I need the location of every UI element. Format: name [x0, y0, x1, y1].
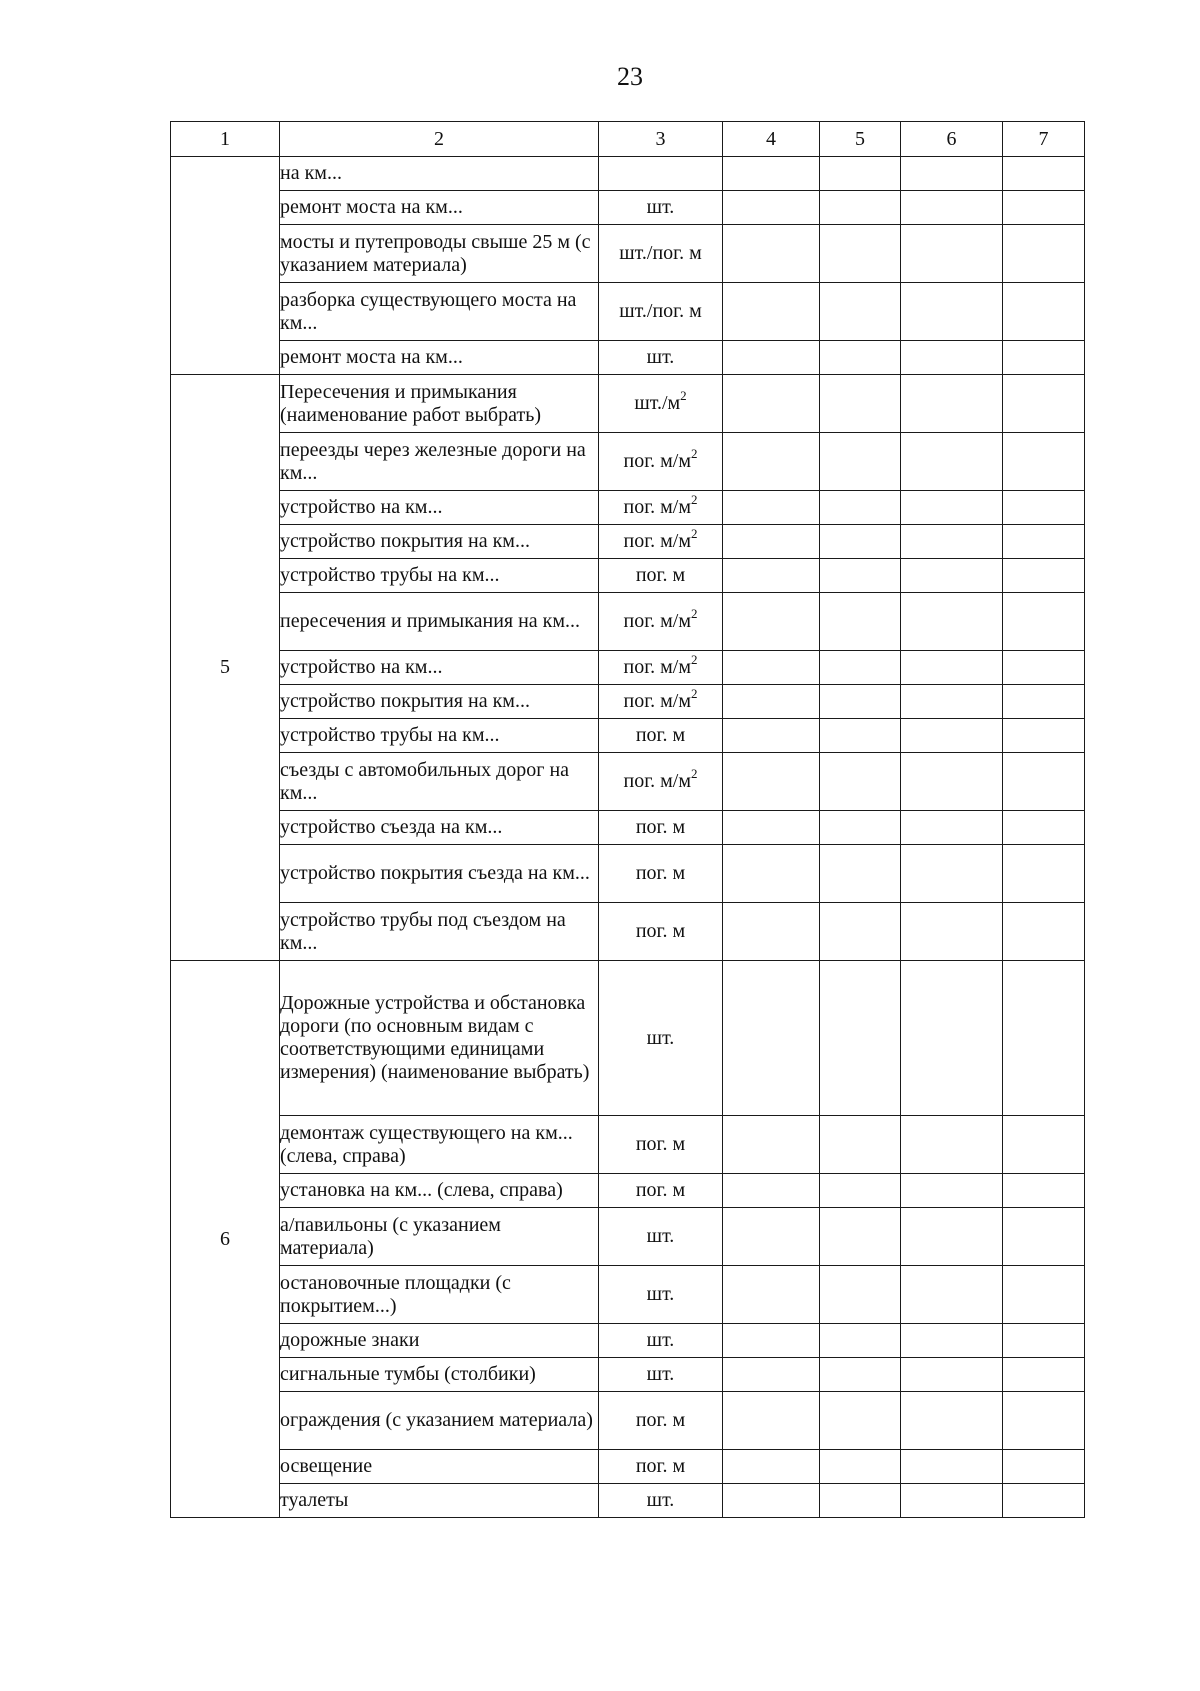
empty-cell-col-5: [820, 525, 901, 559]
unit-superscript: 2: [691, 526, 698, 541]
empty-cell-col-5: [820, 375, 901, 433]
table-row: [171, 225, 1085, 283]
unit-text: пог. м: [635, 1179, 686, 1201]
empty-cell-col-5: [820, 903, 901, 961]
unit-cell: [599, 1392, 723, 1450]
unit-text: пог. м/м: [623, 496, 692, 518]
empty-cell-col-7: [1003, 491, 1085, 525]
empty-cell-col-6: [901, 491, 1003, 525]
work-name-cell: устройство трубы под съездом на км...: [280, 903, 599, 961]
empty-cell-col-5: [820, 1174, 901, 1208]
work-name-cell: Пересечения и примыкания (наименование работ выбрать): [280, 375, 599, 433]
empty-cell-col-6: [901, 593, 1003, 651]
unit-text: пог. м/м: [623, 610, 692, 632]
empty-cell-col-5: [820, 559, 901, 593]
empty-cell-col-5: [820, 811, 901, 845]
table-row: [171, 1116, 1085, 1174]
empty-cell-col-6: [901, 1208, 1003, 1266]
unit-cell: [599, 753, 723, 811]
table-row: [171, 1324, 1085, 1358]
empty-cell-col-7: [1003, 225, 1085, 283]
unit-text: шт./пог. м: [619, 242, 702, 264]
empty-cell-col-6: [901, 225, 1003, 283]
table-row: [171, 753, 1085, 811]
empty-cell-col-7: [1003, 157, 1085, 191]
unit-superscript: 2: [691, 446, 698, 461]
empty-cell-col-5: [820, 961, 901, 1116]
work-name-cell: разборка существующего моста на км...: [280, 283, 599, 341]
empty-cell-col-5: [820, 1324, 901, 1358]
work-name-cell: устройство трубы на км...: [280, 719, 599, 753]
header-col-4: 4: [723, 122, 820, 157]
table-row: [171, 1358, 1085, 1392]
table-row: [171, 191, 1085, 225]
empty-cell-col-6: [901, 961, 1003, 1116]
empty-cell-col-4: [723, 191, 820, 225]
empty-cell-col-4: [723, 525, 820, 559]
empty-cell-col-7: [1003, 593, 1085, 651]
unit-text: пог. м: [635, 816, 686, 838]
table-row: [171, 961, 1085, 1116]
empty-cell-col-5: [820, 491, 901, 525]
work-name-cell: освещение: [280, 1450, 599, 1484]
work-volume-table: [170, 121, 1085, 1518]
work-name-cell: устройство трубы на км...: [280, 559, 599, 593]
unit-text: пог. м: [635, 862, 686, 884]
work-name-cell: дорожные знаки: [280, 1324, 599, 1358]
section-number-cell: [171, 157, 280, 375]
unit-text: пог. м: [635, 1455, 686, 1477]
empty-cell-col-7: [1003, 375, 1085, 433]
unit-text: шт.: [646, 1283, 675, 1305]
empty-cell-col-4: [723, 491, 820, 525]
unit-cell: [599, 1484, 723, 1518]
empty-cell-col-4: [723, 685, 820, 719]
work-name-cell: туалеты: [280, 1484, 599, 1518]
unit-text: пог. м: [635, 1409, 686, 1431]
empty-cell-col-5: [820, 191, 901, 225]
unit-cell: [599, 375, 723, 433]
table-row: [171, 685, 1085, 719]
page-number: 23: [617, 62, 643, 91]
work-name-cell: пересечения и примыкания на км...: [280, 593, 599, 651]
table-row: [171, 1174, 1085, 1208]
unit-text: шт./м: [634, 392, 681, 414]
header-col-7: 7: [1003, 122, 1085, 157]
unit-cell: [599, 491, 723, 525]
empty-cell-col-7: [1003, 559, 1085, 593]
work-name-cell: Дорожные устройства и обстановка дороги (по основным видам с соответствующими единицами измерения) (наименование выбрать): [280, 961, 599, 1116]
empty-cell-col-7: [1003, 525, 1085, 559]
unit-cell: [599, 845, 723, 903]
table-row: [171, 157, 1085, 191]
unit-cell: [599, 433, 723, 491]
empty-cell-col-4: [723, 157, 820, 191]
table-row: [171, 1484, 1085, 1518]
work-name-cell: устройство покрытия съезда на км...: [280, 845, 599, 903]
empty-cell-col-7: [1003, 283, 1085, 341]
unit-text: шт.: [646, 346, 675, 368]
unit-text: шт.: [646, 1363, 675, 1385]
table-row: [171, 811, 1085, 845]
empty-cell-col-5: [820, 433, 901, 491]
empty-cell-col-6: [901, 1116, 1003, 1174]
empty-cell-col-5: [820, 651, 901, 685]
table-row: [171, 1208, 1085, 1266]
unit-text: шт.: [646, 1225, 675, 1247]
empty-cell-col-5: [820, 1392, 901, 1450]
empty-cell-col-4: [723, 593, 820, 651]
work-name-cell: устройство покрытия на км...: [280, 685, 599, 719]
empty-cell-col-6: [901, 1358, 1003, 1392]
empty-cell-col-4: [723, 1450, 820, 1484]
empty-cell-col-7: [1003, 685, 1085, 719]
work-name-cell: ограждения (с указанием материала): [280, 1392, 599, 1450]
work-name-cell: устройство на км...: [280, 651, 599, 685]
table-row: [171, 283, 1085, 341]
unit-text: пог. м: [635, 1133, 686, 1155]
empty-cell-col-7: [1003, 433, 1085, 491]
empty-cell-col-6: [901, 191, 1003, 225]
empty-cell-col-4: [723, 559, 820, 593]
unit-cell: [599, 157, 723, 191]
empty-cell-col-6: [901, 283, 1003, 341]
unit-text: шт.: [646, 1329, 675, 1351]
unit-text: шт.: [646, 1026, 675, 1049]
empty-cell-col-6: [901, 157, 1003, 191]
empty-cell-col-6: [901, 559, 1003, 593]
empty-cell-col-6: [901, 753, 1003, 811]
empty-cell-col-4: [723, 811, 820, 845]
empty-cell-col-4: [723, 719, 820, 753]
empty-cell-col-7: [1003, 1484, 1085, 1518]
unit-superscript: 2: [680, 388, 687, 403]
empty-cell-col-7: [1003, 1266, 1085, 1324]
work-name-cell: устройство покрытия на км...: [280, 525, 599, 559]
empty-cell-col-6: [901, 1324, 1003, 1358]
empty-cell-col-5: [820, 593, 901, 651]
empty-cell-col-5: [820, 1208, 901, 1266]
unit-cell: [599, 1174, 723, 1208]
unit-cell: [599, 341, 723, 375]
empty-cell-col-6: [901, 1174, 1003, 1208]
section-number-cell: 5: [171, 375, 280, 961]
empty-cell-col-5: [820, 1484, 901, 1518]
table-row: [171, 525, 1085, 559]
unit-cell: [599, 559, 723, 593]
unit-cell: [599, 1116, 723, 1174]
unit-text: пог. м/м: [623, 656, 692, 678]
table-row: [171, 491, 1085, 525]
empty-cell-col-6: [901, 433, 1003, 491]
work-name-cell: на км...: [280, 157, 599, 191]
unit-cell: [599, 685, 723, 719]
table-row: [171, 559, 1085, 593]
empty-cell-col-5: [820, 753, 901, 811]
table-row: [171, 1266, 1085, 1324]
table-row: [171, 1450, 1085, 1484]
unit-text: пог. м/м: [623, 530, 692, 552]
unit-cell: [599, 283, 723, 341]
unit-superscript: 2: [691, 686, 698, 701]
section-number-cell: 6: [171, 961, 280, 1518]
table-row: [171, 593, 1085, 651]
empty-cell-col-4: [723, 651, 820, 685]
empty-cell-col-4: [723, 433, 820, 491]
unit-text: пог. м/м: [623, 690, 692, 712]
header-col-2: 2: [280, 122, 599, 157]
unit-cell: [599, 1358, 723, 1392]
unit-text: шт.: [646, 196, 675, 218]
empty-cell-col-4: [723, 1358, 820, 1392]
unit-text: пог. м/м: [623, 770, 692, 792]
empty-cell-col-4: [723, 1174, 820, 1208]
empty-cell-col-6: [901, 719, 1003, 753]
table-header-row: [171, 122, 1085, 157]
empty-cell-col-5: [820, 341, 901, 375]
empty-cell-col-7: [1003, 1324, 1085, 1358]
work-name-cell: ремонт моста на км...: [280, 191, 599, 225]
empty-cell-col-4: [723, 341, 820, 375]
unit-cell: [599, 811, 723, 845]
table-row: [171, 1392, 1085, 1450]
work-name-cell: остановочные площадки (с покрытием...): [280, 1266, 599, 1324]
unit-cell: [599, 1450, 723, 1484]
unit-cell: [599, 225, 723, 283]
empty-cell-col-6: [901, 525, 1003, 559]
empty-cell-col-6: [901, 375, 1003, 433]
table-row: [171, 433, 1085, 491]
table-row: [171, 375, 1085, 433]
unit-superscript: 2: [691, 652, 698, 667]
empty-cell-col-5: [820, 225, 901, 283]
empty-cell-col-6: [901, 811, 1003, 845]
empty-cell-col-4: [723, 1392, 820, 1450]
empty-cell-col-7: [1003, 845, 1085, 903]
unit-cell: [599, 593, 723, 651]
unit-cell: [599, 1324, 723, 1358]
empty-cell-col-4: [723, 753, 820, 811]
header-col-6: 6: [901, 122, 1003, 157]
empty-cell-col-7: [1003, 961, 1085, 1116]
empty-cell-col-6: [901, 1450, 1003, 1484]
empty-cell-col-7: [1003, 1358, 1085, 1392]
empty-cell-col-6: [901, 903, 1003, 961]
empty-cell-col-4: [723, 1208, 820, 1266]
empty-cell-col-6: [901, 651, 1003, 685]
empty-cell-col-5: [820, 719, 901, 753]
empty-cell-col-6: [901, 845, 1003, 903]
table-body: [171, 157, 1085, 1518]
table-row: [171, 903, 1085, 961]
unit-cell: [599, 719, 723, 753]
header-col-3: 3: [599, 122, 723, 157]
empty-cell-col-4: [723, 375, 820, 433]
empty-cell-col-7: [1003, 1116, 1085, 1174]
empty-cell-col-4: [723, 225, 820, 283]
unit-text: пог. м: [635, 920, 686, 942]
empty-cell-col-6: [901, 685, 1003, 719]
empty-cell-col-4: [723, 283, 820, 341]
empty-cell-col-7: [1003, 651, 1085, 685]
empty-cell-col-7: [1003, 1450, 1085, 1484]
work-name-cell: установка на км... (слева, справа): [280, 1174, 599, 1208]
empty-cell-col-4: [723, 903, 820, 961]
work-name-cell: ремонт моста на км...: [280, 341, 599, 375]
empty-cell-col-7: [1003, 719, 1085, 753]
empty-cell-col-7: [1003, 1392, 1085, 1450]
unit-superscript: 2: [691, 606, 698, 621]
empty-cell-col-6: [901, 1484, 1003, 1518]
unit-superscript: 2: [691, 492, 698, 507]
unit-text: пог. м/м: [623, 450, 692, 472]
empty-cell-col-5: [820, 283, 901, 341]
work-name-cell: а/павильоны (с указанием материала): [280, 1208, 599, 1266]
unit-cell: [599, 651, 723, 685]
empty-cell-col-7: [1003, 341, 1085, 375]
empty-cell-col-4: [723, 1116, 820, 1174]
header-col-1: 1: [171, 122, 280, 157]
table-row: [171, 719, 1085, 753]
empty-cell-col-5: [820, 157, 901, 191]
unit-cell: [599, 903, 723, 961]
unit-cell: [599, 1266, 723, 1324]
unit-text: пог. м: [635, 564, 686, 586]
empty-cell-col-4: [723, 1266, 820, 1324]
work-name-cell: съезды с автомобильных дорог на км...: [280, 753, 599, 811]
unit-text: пог. м: [635, 724, 686, 746]
header-col-5: 5: [820, 122, 901, 157]
empty-cell-col-5: [820, 845, 901, 903]
empty-cell-col-6: [901, 341, 1003, 375]
empty-cell-col-5: [820, 685, 901, 719]
empty-cell-col-5: [820, 1450, 901, 1484]
work-name-cell: устройство съезда на км...: [280, 811, 599, 845]
unit-cell: [599, 961, 723, 1116]
unit-text: шт.: [646, 1489, 675, 1511]
table-row: [171, 341, 1085, 375]
work-name-cell: устройство на км...: [280, 491, 599, 525]
empty-cell-col-6: [901, 1392, 1003, 1450]
empty-cell-col-7: [1003, 1208, 1085, 1266]
unit-cell: [599, 1208, 723, 1266]
empty-cell-col-5: [820, 1266, 901, 1324]
empty-cell-col-4: [723, 1324, 820, 1358]
empty-cell-col-7: [1003, 903, 1085, 961]
empty-cell-col-5: [820, 1116, 901, 1174]
table-row: [171, 845, 1085, 903]
empty-cell-col-7: [1003, 1174, 1085, 1208]
work-name-cell: демонтаж существующего на км... (слева, справа): [280, 1116, 599, 1174]
work-name-cell: мосты и путепроводы свыше 25 м (с указанием материала): [280, 225, 599, 283]
empty-cell-col-7: [1003, 811, 1085, 845]
unit-superscript: 2: [691, 766, 698, 781]
work-name-cell: сигнальные тумбы (столбики): [280, 1358, 599, 1392]
empty-cell-col-6: [901, 1266, 1003, 1324]
unit-cell: [599, 191, 723, 225]
work-name-cell: переезды через железные дороги на км...: [280, 433, 599, 491]
empty-cell-col-7: [1003, 191, 1085, 225]
unit-cell: [599, 525, 723, 559]
empty-cell-col-5: [820, 1358, 901, 1392]
unit-text: шт./пог. м: [619, 300, 702, 322]
empty-cell-col-4: [723, 1484, 820, 1518]
empty-cell-col-4: [723, 961, 820, 1116]
empty-cell-col-7: [1003, 753, 1085, 811]
empty-cell-col-4: [723, 845, 820, 903]
table-row: [171, 651, 1085, 685]
